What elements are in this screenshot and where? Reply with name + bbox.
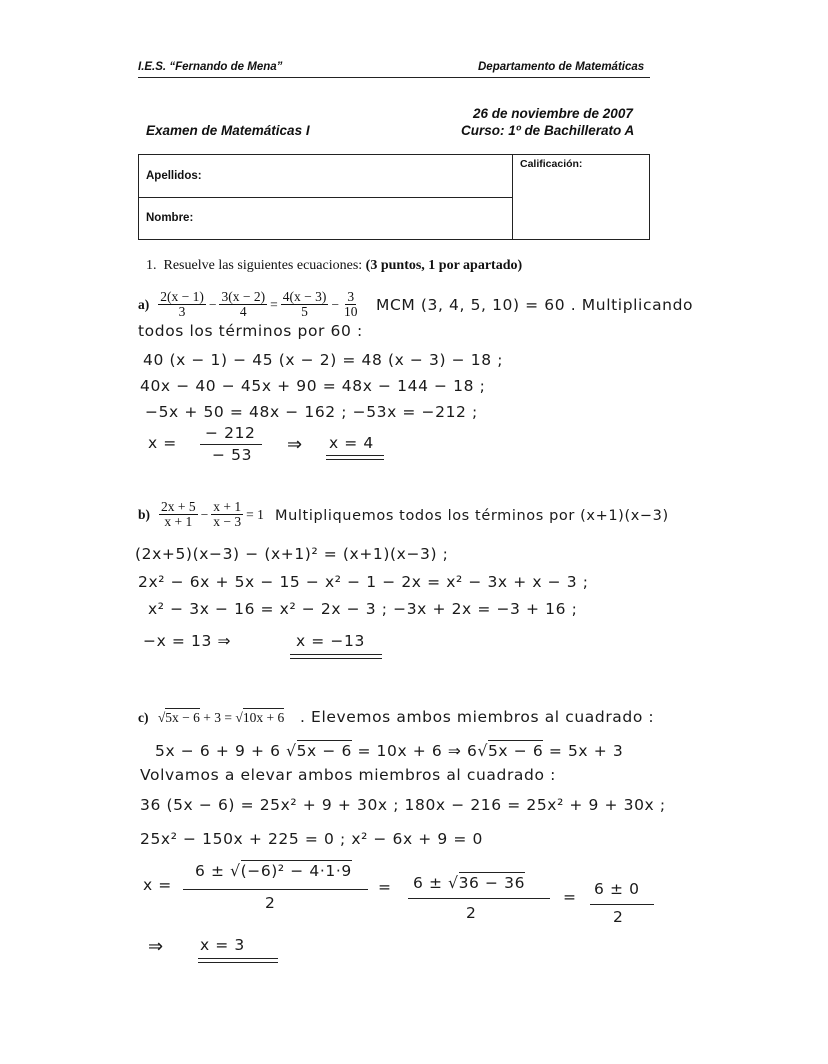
- solution-a-fraction-bar: [200, 444, 262, 445]
- quadratic-denominator-2: 2: [466, 904, 477, 922]
- quadratic-numerator-2: 6 ± √36 − 36: [413, 874, 526, 892]
- solution-a-line-1: MCM (3, 4, 5, 10) = 60 . Multiplicando: [376, 296, 694, 314]
- solution-c-line-2: 5x − 6 + 9 + 6 √5x − 6 = 10x + 6 ⇒ 6√5x − 6 = 5x + 3: [155, 742, 624, 760]
- solution-a-x-eq: x =: [148, 434, 177, 452]
- department-name: Departamento de Matemáticas: [478, 61, 645, 73]
- quadratic-numerator-1: 6 ± √(−6)² − 4·1·9: [195, 862, 352, 880]
- equals-2: =: [563, 888, 577, 906]
- solution-c-line-1: . Elevemos ambos miembros al cuadrado :: [300, 708, 655, 726]
- quadratic-bar-3: [590, 904, 654, 905]
- equation-b: b) $\frac{2x + 5}{x + 1}$ − $\frac{x + 1}{x - 3}$ = 1: [138, 499, 264, 530]
- solution-a-line-4: 40x − 40 − 45x + 90 = 48x − 144 − 18 ;: [140, 377, 486, 395]
- implies-arrow-a: ⇒: [287, 434, 303, 455]
- equals-1: =: [378, 878, 392, 896]
- exam-date: 26 de noviembre de 2007: [473, 106, 633, 121]
- name-label: Nombre:: [146, 212, 194, 224]
- equation-a: a) $\frac{2(x - 1)}{3}$ − $\frac{3(x - 2)}{4}$ = $\frac{4(x - 3)}{5}$ − $\frac{3}{10}$: [138, 289, 358, 320]
- result-b: x = −13: [296, 632, 365, 650]
- solution-a-frac-den: − 53: [212, 446, 253, 464]
- exam-course: Curso: 1º de Bachillerato A: [461, 123, 635, 138]
- quadratic-bar-1: [183, 889, 368, 890]
- solution-c-line-5: 25x² − 150x + 225 = 0 ; x² − 6x + 9 = 0: [140, 830, 483, 848]
- surname-label: Apellidos:: [146, 170, 202, 182]
- solution-c-line-3: Volvamos a elevar ambos miembros al cuadrado :: [140, 766, 556, 784]
- quadratic-bar-2: [408, 898, 550, 899]
- result-c-underline: [198, 958, 278, 963]
- equation-c: c) √5x − 6 + 3 = √10x + 6: [138, 710, 285, 725]
- solution-b-line-1: Multipliquemos todos los términos por (x+1)(x−3): [275, 508, 669, 524]
- result-b-underline: [290, 654, 382, 659]
- solution-a-frac-num: − 212: [205, 424, 256, 442]
- header-rule: [138, 77, 650, 78]
- solution-c-x-eq: x =: [143, 876, 172, 894]
- solution-c-line-4: 36 (5x − 6) = 25x² + 9 + 30x ; 180x − 216 = 25x² + 9 + 30x ;: [140, 796, 666, 814]
- solution-b-line-3: 2x² − 6x + 5x − 15 − x² − 1 − 2x = x² − 3x + x − 3 ;: [138, 573, 589, 591]
- result-a-underline: [326, 455, 384, 460]
- quadratic-denominator-1: 2: [265, 894, 276, 912]
- quadratic-denominator-3: 2: [613, 908, 624, 926]
- result-a: x = 4: [329, 434, 374, 452]
- solution-b-line-2: (2x+5)(x−3) − (x+1)² = (x+1)(x−3) ;: [135, 545, 449, 563]
- student-info-box: [138, 154, 650, 240]
- implies-arrow-c: ⇒: [148, 936, 164, 957]
- solution-a-line-2: todos los términos por 60 :: [138, 322, 363, 340]
- question-1: 1. Resuelve las siguientes ecuaciones: (3 puntos, 1 por apartado): [146, 258, 523, 273]
- solution-b-line-5: −x = 13 ⇒: [143, 632, 232, 650]
- result-c: x = 3: [200, 936, 245, 954]
- solution-a-line-5: −5x + 50 = 48x − 162 ; −53x = −212 ;: [145, 403, 478, 421]
- school-name: I.E.S. “Fernando de Mena”: [138, 61, 283, 73]
- exam-title: Examen de Matemáticas I: [146, 123, 310, 138]
- solution-b-line-4: x² − 3x − 16 = x² − 2x − 3 ; −3x + 2x = −3 + 16 ;: [148, 600, 578, 618]
- grade-label: Calificación:: [520, 158, 583, 170]
- solution-a-line-3: 40 (x − 1) − 45 (x − 2) = 48 (x − 3) − 18 ;: [143, 351, 504, 369]
- quadratic-numerator-3: 6 ± 0: [594, 880, 640, 898]
